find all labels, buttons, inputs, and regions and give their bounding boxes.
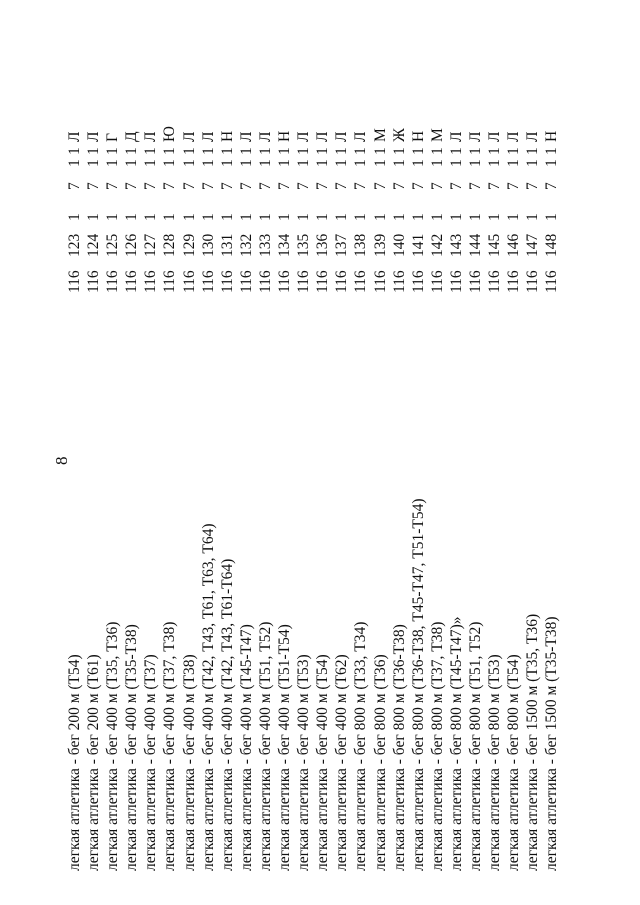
code-b: 148: [543, 233, 561, 257]
code-d: 7: [409, 182, 427, 190]
code-e: 1: [66, 159, 83, 167]
code-c: 1: [524, 213, 542, 221]
code-letter: Д: [123, 131, 141, 142]
table-row: [371, 31, 390, 871]
code-e: 1: [104, 159, 122, 167]
code-d: 7: [237, 182, 255, 190]
code-c: 1: [295, 213, 313, 221]
code-a: 116: [66, 270, 83, 293]
code-f: 1: [104, 147, 122, 155]
code-d: 7: [428, 182, 446, 190]
code-c: 1: [218, 213, 236, 221]
code-a: 116: [524, 270, 542, 293]
code-b: 138: [352, 233, 370, 257]
code-c: 1: [314, 213, 332, 221]
discipline-name: легкая атлетика - бег 800 м (Т36-Т38): [390, 624, 408, 871]
code-e: 1: [161, 159, 179, 167]
table-row: [447, 31, 466, 871]
code-e: 1: [85, 159, 103, 167]
discipline-name: легкая атлетика - бег 400 м (Т54): [314, 654, 332, 871]
code-e: 1: [314, 159, 332, 167]
page-number: 8: [52, 456, 71, 465]
code-d: 7: [123, 182, 141, 190]
code-e: 1: [524, 159, 542, 167]
code-e: 1: [333, 159, 351, 167]
code-d: 7: [104, 182, 122, 190]
discipline-name: легкая атлетика - бег 200 м (Т61): [85, 654, 103, 871]
discipline-name: легкая атлетика - бег 800 м (Т54): [505, 654, 523, 871]
discipline-name: легкая атлетика - бег 200 м (Т54): [66, 654, 83, 871]
code-b: 139: [371, 233, 389, 257]
code-letter: Л: [314, 131, 332, 142]
code-c: 1: [505, 213, 523, 221]
code-d: 7: [276, 182, 294, 190]
code-d: 7: [85, 182, 103, 190]
table-row: [332, 31, 351, 871]
code-c: 1: [447, 213, 465, 221]
code-letter: Л: [333, 131, 351, 142]
code-a: 116: [466, 270, 484, 293]
code-f: 1: [85, 147, 103, 155]
code-d: 7: [333, 182, 351, 190]
code-b: 144: [466, 233, 484, 257]
code-c: 1: [352, 213, 370, 221]
code-c: 1: [199, 213, 217, 221]
code-letter: Л: [466, 131, 484, 142]
code-letter: Н: [543, 130, 561, 142]
table-row: [199, 31, 218, 871]
code-a: 116: [428, 270, 446, 293]
code-c: 1: [276, 213, 294, 221]
code-f: 1: [390, 147, 408, 155]
code-b: 128: [161, 233, 179, 257]
table-row: [256, 31, 275, 871]
discipline-name: легкая атлетика - бег 400 м (Т51-Т54): [276, 624, 294, 871]
code-letter: Л: [142, 131, 160, 142]
discipline-name: легкая атлетика - бег 400 м (Т37): [142, 654, 160, 871]
code-e: 1: [409, 159, 427, 167]
table-row: [485, 31, 504, 871]
code-f: 1: [237, 147, 255, 155]
discipline-name: легкая атлетика - бег 400 м (Т53): [295, 654, 313, 871]
code-b: 146: [505, 233, 523, 257]
code-e: 1: [466, 159, 484, 167]
code-letter: М: [371, 128, 389, 142]
code-b: 143: [447, 233, 465, 257]
code-f: 1: [486, 147, 504, 155]
code-e: 1: [295, 159, 313, 167]
table-row: [65, 31, 84, 871]
code-a: 116: [161, 270, 179, 293]
code-b: 127: [142, 233, 160, 257]
code-f: 1: [218, 147, 236, 155]
code-letter: Л: [237, 131, 255, 142]
code-a: 116: [85, 270, 103, 293]
code-a: 116: [314, 270, 332, 293]
code-f: 1: [66, 147, 83, 155]
code-f: 1: [256, 147, 274, 155]
code-e: 1: [505, 159, 523, 167]
code-d: 7: [390, 182, 408, 190]
code-d: 7: [142, 182, 160, 190]
table-row: [351, 31, 370, 871]
code-d: 7: [256, 182, 274, 190]
table-row: [542, 31, 561, 871]
code-f: 1: [409, 147, 427, 155]
code-d: 7: [486, 182, 504, 190]
code-c: 1: [85, 213, 103, 221]
table-row: [237, 31, 256, 871]
code-c: 1: [390, 213, 408, 221]
code-c: 1: [66, 213, 83, 221]
table-row: [218, 31, 237, 871]
table-row: [390, 31, 409, 871]
code-f: 1: [142, 147, 160, 155]
code-d: 7: [161, 182, 179, 190]
code-f: 1: [466, 147, 484, 155]
code-a: 116: [486, 270, 504, 293]
code-e: 1: [447, 159, 465, 167]
code-c: 1: [104, 213, 122, 221]
code-f: 1: [524, 147, 542, 155]
code-letter: М: [428, 128, 446, 142]
code-letter: Л: [295, 131, 313, 142]
code-b: 147: [524, 233, 542, 257]
code-b: 124: [85, 233, 103, 257]
discipline-name: легкая атлетика - бег 800 м (Т53): [486, 654, 504, 871]
code-a: 116: [371, 270, 389, 293]
code-c: 1: [161, 213, 179, 221]
code-b: 125: [104, 233, 122, 257]
code-e: 1: [256, 159, 274, 167]
code-c: 1: [123, 213, 141, 221]
code-b: 130: [199, 233, 217, 257]
code-e: 1: [428, 159, 446, 167]
discipline-name: легкая атлетика - бег 800 м (Т45-Т47)»: [447, 616, 465, 871]
discipline-name: легкая атлетика - бег 400 м (Т45-Т47): [237, 624, 255, 871]
code-a: 116: [295, 270, 313, 293]
code-b: 133: [256, 233, 274, 257]
code-d: 7: [66, 182, 83, 190]
code-d: 7: [199, 182, 217, 190]
code-letter: Л: [352, 131, 370, 142]
code-d: 7: [524, 182, 542, 190]
code-letter: Л: [524, 131, 542, 142]
code-d: 7: [543, 182, 561, 190]
discipline-name: легкая атлетика - бег 1500 м (Т35, Т36): [524, 613, 542, 871]
code-f: 1: [333, 147, 351, 155]
code-a: 116: [123, 270, 141, 293]
table-row: [428, 31, 447, 871]
code-e: 1: [276, 159, 294, 167]
code-a: 116: [409, 270, 427, 293]
code-c: 1: [428, 213, 446, 221]
code-c: 1: [543, 213, 561, 221]
code-f: 1: [199, 147, 217, 155]
discipline-name: легкая атлетика - бег 800 м (Т36-Т38, Т45-Т47, Т51-Т54): [409, 498, 427, 871]
table-row: [275, 31, 294, 871]
code-b: 126: [123, 233, 141, 257]
discipline-name: легкая атлетика - бег 400 м (Т38): [180, 654, 198, 871]
code-letter: Ж: [390, 128, 408, 142]
code-e: 1: [199, 159, 217, 167]
code-f: 1: [276, 147, 294, 155]
code-a: 116: [218, 270, 236, 293]
table-row: [84, 31, 103, 871]
code-e: 1: [371, 159, 389, 167]
table-row: [466, 31, 485, 871]
code-e: 1: [218, 159, 236, 167]
code-a: 116: [237, 270, 255, 293]
code-letter: Л: [180, 131, 198, 142]
code-e: 1: [142, 159, 160, 167]
code-f: 1: [505, 147, 523, 155]
table-row: [523, 31, 542, 871]
discipline-name: легкая атлетика - бег 800 м (Т37, Т38): [428, 621, 446, 871]
code-f: 1: [371, 147, 389, 155]
code-a: 116: [180, 270, 198, 293]
code-f: 1: [447, 147, 465, 155]
code-letter: Н: [276, 130, 294, 142]
code-b: 134: [276, 233, 294, 257]
code-f: 1: [314, 147, 332, 155]
code-f: 1: [428, 147, 446, 155]
table-row: [160, 31, 179, 871]
discipline-name: легкая атлетика - бег 1500 м (Т35-Т38): [543, 616, 561, 871]
code-c: 1: [256, 213, 274, 221]
code-d: 7: [180, 182, 198, 190]
code-b: 136: [314, 233, 332, 257]
discipline-name: легкая атлетика - бег 400 м (Т51, Т52): [256, 621, 274, 871]
code-a: 116: [543, 270, 561, 293]
code-b: 137: [333, 233, 351, 257]
discipline-table: [65, 31, 561, 871]
code-f: 1: [543, 147, 561, 155]
table-row: [409, 31, 428, 871]
discipline-name: легкая атлетика - бег 800 м (Т33, Т34): [352, 621, 370, 871]
code-letter: Л: [66, 131, 83, 142]
code-a: 116: [199, 270, 217, 293]
table-row: [122, 31, 141, 871]
code-b: 145: [486, 233, 504, 257]
code-f: 1: [180, 147, 198, 155]
code-a: 116: [142, 270, 160, 293]
code-a: 116: [276, 270, 294, 293]
table-row: [180, 31, 199, 871]
code-c: 1: [409, 213, 427, 221]
code-e: 1: [123, 159, 141, 167]
code-b: 123: [66, 233, 83, 257]
code-f: 1: [352, 147, 370, 155]
code-d: 7: [314, 182, 332, 190]
code-letter: Ю: [161, 126, 179, 142]
code-letter: Н: [218, 130, 236, 142]
code-e: 1: [390, 159, 408, 167]
code-e: 1: [352, 159, 370, 167]
code-b: 141: [409, 233, 427, 257]
table-row: [313, 31, 332, 871]
table-row: [141, 31, 160, 871]
code-a: 116: [390, 270, 408, 293]
table-row: [294, 31, 313, 871]
discipline-name: легкая атлетика - бег 400 м (Т42, Т43, Т61-Т64): [218, 558, 236, 871]
code-c: 1: [466, 213, 484, 221]
code-e: 1: [543, 159, 561, 167]
code-c: 1: [180, 213, 198, 221]
code-a: 116: [505, 270, 523, 293]
code-b: 142: [428, 233, 446, 257]
discipline-name: легкая атлетика - бег 400 м (Т37, Т38): [161, 621, 179, 871]
code-b: 135: [295, 233, 313, 257]
code-c: 1: [371, 213, 389, 221]
code-a: 116: [333, 270, 351, 293]
code-letter: Г: [104, 133, 122, 142]
code-b: 129: [180, 233, 198, 257]
table-row: [103, 31, 122, 871]
code-c: 1: [486, 213, 504, 221]
code-c: 1: [237, 213, 255, 221]
code-letter: Л: [447, 131, 465, 142]
code-letter: Л: [256, 131, 274, 142]
code-a: 116: [104, 270, 122, 293]
discipline-name: легкая атлетика - бег 800 м (Т51, Т52): [466, 621, 484, 871]
code-d: 7: [447, 182, 465, 190]
discipline-name: легкая атлетика - бег 400 м (Т62): [333, 654, 351, 871]
discipline-name: легкая атлетика - бег 400 м (Т35-Т38): [123, 624, 141, 871]
code-a: 116: [447, 270, 465, 293]
code-letter: Л: [199, 131, 217, 142]
code-a: 116: [256, 270, 274, 293]
table-row: [504, 31, 523, 871]
code-f: 1: [161, 147, 179, 155]
code-c: 1: [333, 213, 351, 221]
code-d: 7: [352, 182, 370, 190]
code-letter: Л: [85, 131, 103, 142]
code-e: 1: [237, 159, 255, 167]
code-b: 131: [218, 233, 236, 257]
code-b: 132: [237, 233, 255, 257]
code-d: 7: [466, 182, 484, 190]
discipline-name: легкая атлетика - бег 400 м (Т35, Т36): [104, 621, 122, 871]
code-d: 7: [371, 182, 389, 190]
code-e: 1: [180, 159, 198, 167]
code-f: 1: [295, 147, 313, 155]
discipline-name: легкая атлетика - бег 400 м (Т42, Т43, Т61, Т63, Т64): [199, 523, 217, 871]
code-d: 7: [505, 182, 523, 190]
code-letter: Л: [486, 131, 504, 142]
code-e: 1: [486, 159, 504, 167]
code-letter: Н: [409, 130, 427, 142]
code-c: 1: [142, 213, 160, 221]
code-letter: Л: [505, 131, 523, 142]
code-b: 140: [390, 233, 408, 257]
code-a: 116: [352, 270, 370, 293]
code-d: 7: [218, 182, 236, 190]
code-d: 7: [295, 182, 313, 190]
discipline-name: легкая атлетика - бег 800 м (Т36): [371, 654, 389, 871]
code-f: 1: [123, 147, 141, 155]
